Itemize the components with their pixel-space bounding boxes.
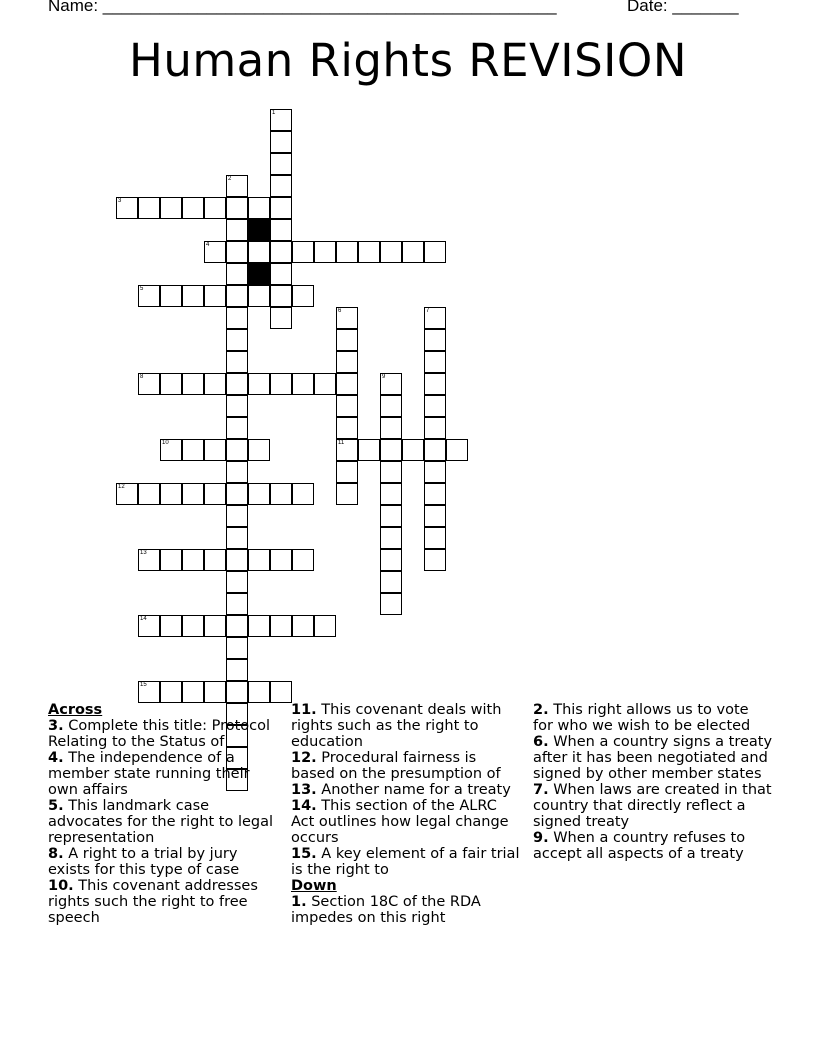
clue-across-4: 4. The independence of a member state running their own affairs <box>48 750 250 798</box>
grid-cell[interactable] <box>292 285 314 307</box>
grid-cell[interactable] <box>336 417 358 439</box>
grid-cell[interactable] <box>424 461 446 483</box>
grid-cell[interactable] <box>160 373 182 395</box>
clues-column-3 <box>533 702 773 862</box>
grid-cell[interactable] <box>248 373 270 395</box>
grid-cell[interactable] <box>380 395 402 417</box>
grid-cell[interactable] <box>336 483 358 505</box>
clue-number-label: 10 <box>162 440 169 446</box>
grid-cell[interactable] <box>270 681 292 703</box>
grid-cell[interactable] <box>336 373 358 395</box>
clue-across-8: 8. A right to a trial by jury exists for this type of case <box>48 846 240 878</box>
clue-number-label: 13 <box>140 550 147 556</box>
grid-cell[interactable] <box>270 153 292 175</box>
grid-cell[interactable] <box>182 483 204 505</box>
grid-cell[interactable] <box>336 461 358 483</box>
grid-cell[interactable] <box>336 329 358 351</box>
grid-cell[interactable] <box>226 681 248 703</box>
grid-cell[interactable] <box>380 439 402 461</box>
grid-cell[interactable] <box>226 417 248 439</box>
grid-cell[interactable] <box>380 483 402 505</box>
grid-cell[interactable] <box>160 439 182 461</box>
puzzle-title: Human Rights REVISION <box>128 34 687 87</box>
grid-cell[interactable] <box>182 549 204 571</box>
grid-cell[interactable] <box>380 549 402 571</box>
clue-number-label: 15 <box>140 682 147 688</box>
grid-black-cell <box>248 219 270 241</box>
grid-cell[interactable] <box>424 241 446 263</box>
grid-cell[interactable] <box>424 307 446 329</box>
date-field[interactable]: Date: _______ <box>627 0 739 15</box>
grid-cell[interactable] <box>402 439 424 461</box>
grid-cell[interactable] <box>270 219 292 241</box>
grid-cell[interactable] <box>248 615 270 637</box>
grid-cell[interactable] <box>204 197 226 219</box>
grid-cell[interactable] <box>248 549 270 571</box>
clue-number-label: 3 <box>118 198 122 204</box>
grid-cell[interactable] <box>336 395 358 417</box>
clues-column-2 <box>291 702 523 926</box>
grid-cell[interactable] <box>226 637 248 659</box>
grid-cell[interactable] <box>248 681 270 703</box>
clue-down-2: 2. This right allows us to vote for who we wish to be elected <box>533 702 751 734</box>
grid-cell[interactable] <box>138 285 160 307</box>
grid-cell[interactable] <box>226 505 248 527</box>
grid-cell[interactable] <box>226 615 248 637</box>
grid-cell[interactable] <box>248 285 270 307</box>
clue-down-6: 6. When a country signs a treaty after it has been negotiated and signed by other member states <box>533 734 773 782</box>
grid-cell[interactable] <box>160 197 182 219</box>
grid-cell[interactable] <box>226 571 248 593</box>
grid-cell[interactable] <box>424 351 446 373</box>
clue-across-12: 12. Procedural fairness is based on the presumption of <box>291 750 501 782</box>
grid-cell[interactable] <box>424 395 446 417</box>
grid-cell[interactable] <box>270 285 292 307</box>
grid-cell[interactable] <box>380 593 402 615</box>
grid-cell[interactable] <box>226 439 248 461</box>
grid-cell[interactable] <box>358 439 380 461</box>
clue-number-label: 14 <box>140 616 147 622</box>
clue-number-label: 1 <box>272 110 276 116</box>
grid-cell[interactable] <box>446 439 468 461</box>
grid-cell[interactable] <box>182 681 204 703</box>
grid-cell[interactable] <box>204 549 226 571</box>
grid-cell[interactable] <box>424 417 446 439</box>
grid-cell[interactable] <box>270 615 292 637</box>
grid-cell[interactable] <box>226 527 248 549</box>
grid-cell[interactable] <box>248 197 270 219</box>
clue-across-11: 11. This covenant deals with rights such as the right to education <box>291 702 502 750</box>
grid-cell[interactable] <box>182 615 204 637</box>
grid-cell[interactable] <box>380 417 402 439</box>
grid-cell[interactable] <box>424 329 446 351</box>
grid-cell[interactable] <box>270 109 292 131</box>
grid-cell[interactable] <box>336 307 358 329</box>
grid-cell[interactable] <box>380 241 402 263</box>
grid-cell[interactable] <box>160 681 182 703</box>
grid-cell[interactable] <box>248 439 270 461</box>
grid-cell[interactable] <box>138 615 160 637</box>
clue-down-9: 9. When a country refuses to accept all aspects of a treaty <box>533 830 746 862</box>
clue-across-13: 13. Another name for a treaty <box>291 782 511 798</box>
clue-across-10: 10. This covenant addresses rights such the right to free speech <box>48 878 258 926</box>
grid-cell[interactable] <box>270 197 292 219</box>
clue-number-label: 9 <box>382 374 386 380</box>
grid-cell[interactable] <box>292 483 314 505</box>
grid-cell[interactable] <box>292 615 314 637</box>
down-heading: Down <box>291 878 337 894</box>
grid-cell[interactable] <box>182 439 204 461</box>
grid-cell[interactable] <box>270 373 292 395</box>
grid-cell[interactable] <box>226 285 248 307</box>
grid-cell[interactable] <box>336 439 358 461</box>
grid-cell[interactable] <box>380 461 402 483</box>
grid-cell[interactable] <box>160 483 182 505</box>
grid-cell[interactable] <box>204 439 226 461</box>
grid-cell[interactable] <box>160 285 182 307</box>
clue-number-label: 6 <box>338 308 342 314</box>
grid-cell[interactable] <box>314 615 336 637</box>
grid-cell[interactable] <box>248 241 270 263</box>
grid-cell[interactable] <box>138 549 160 571</box>
clue-number-label: 12 <box>118 484 125 490</box>
grid-cell[interactable] <box>204 241 226 263</box>
grid-cell[interactable] <box>270 307 292 329</box>
grid-cell[interactable] <box>182 285 204 307</box>
grid-cell[interactable] <box>138 373 160 395</box>
grid-cell[interactable] <box>226 175 248 197</box>
grid-cell[interactable] <box>226 373 248 395</box>
grid-cell[interactable] <box>204 373 226 395</box>
clue-across-3: 3. Complete this title: Protocol Relating to the Status of <box>48 718 271 750</box>
grid-cell[interactable] <box>204 483 226 505</box>
grid-cell[interactable] <box>270 483 292 505</box>
grid-cell[interactable] <box>380 527 402 549</box>
clue-across-5: 5. This landmark case advocates for the right to legal representation <box>48 798 274 846</box>
grid-cell[interactable] <box>270 549 292 571</box>
grid-cell[interactable] <box>358 241 380 263</box>
grid-cell[interactable] <box>182 197 204 219</box>
grid-cell[interactable] <box>160 615 182 637</box>
clue-number-label: 2 <box>228 176 232 182</box>
grid-cell[interactable] <box>226 483 248 505</box>
grid-cell[interactable] <box>424 373 446 395</box>
grid-cell[interactable] <box>292 241 314 263</box>
grid-cell[interactable] <box>226 351 248 373</box>
grid-cell[interactable] <box>204 615 226 637</box>
grid-cell[interactable] <box>138 681 160 703</box>
clue-down-1: 1. Section 18C of the RDA impedes on this right <box>291 894 481 926</box>
grid-cell[interactable] <box>270 175 292 197</box>
grid-black-cell <box>248 263 270 285</box>
grid-cell[interactable] <box>160 549 182 571</box>
clue-number-label: 5 <box>140 286 144 292</box>
grid-cell[interactable] <box>248 483 270 505</box>
clue-across-14: 14. This section of the ALRC Act outlines how legal change occurs <box>291 798 509 846</box>
clue-across-15: 15. A key element of a fair trial is the right to <box>291 846 520 878</box>
grid-cell[interactable] <box>402 241 424 263</box>
grid-cell[interactable] <box>226 197 248 219</box>
grid-cell[interactable] <box>380 373 402 395</box>
grid-cell[interactable] <box>226 219 248 241</box>
grid-cell[interactable] <box>204 681 226 703</box>
grid-cell[interactable] <box>226 395 248 417</box>
clue-down-7: 7. When laws are created in that country that directly reflect a signed treaty <box>533 782 772 830</box>
grid-cell[interactable] <box>270 263 292 285</box>
grid-cell[interactable] <box>424 549 446 571</box>
grid-cell[interactable] <box>226 659 248 681</box>
grid-cell[interactable] <box>380 505 402 527</box>
grid-cell[interactable] <box>424 527 446 549</box>
grid-cell[interactable] <box>116 483 138 505</box>
grid-cell[interactable] <box>292 373 314 395</box>
clue-number-label: 8 <box>140 374 144 380</box>
grid-cell[interactable] <box>226 263 248 285</box>
name-field[interactable]: Name: ________________________________________________ <box>48 0 557 15</box>
grid-cell[interactable] <box>424 483 446 505</box>
grid-cell[interactable] <box>380 571 402 593</box>
grid-cell[interactable] <box>226 549 248 571</box>
grid-cell[interactable] <box>336 241 358 263</box>
grid-cell[interactable] <box>226 241 248 263</box>
grid-cell[interactable] <box>226 307 248 329</box>
across-heading: Across <box>48 702 103 718</box>
grid-cell[interactable] <box>424 439 446 461</box>
grid-cell[interactable] <box>182 373 204 395</box>
grid-cell[interactable] <box>226 329 248 351</box>
grid-cell[interactable] <box>314 373 336 395</box>
clue-number-label: 11 <box>338 440 345 446</box>
grid-cell[interactable] <box>226 593 248 615</box>
clue-number-label: 7 <box>426 308 430 314</box>
grid-cell[interactable] <box>204 285 226 307</box>
grid-cell[interactable] <box>270 131 292 153</box>
clues-column-1 <box>48 702 284 926</box>
grid-cell[interactable] <box>138 197 160 219</box>
grid-cell[interactable] <box>116 197 138 219</box>
grid-cell[interactable] <box>138 483 160 505</box>
clue-number-label: 4 <box>206 242 210 248</box>
grid-cell[interactable] <box>270 241 292 263</box>
grid-cell[interactable] <box>292 549 314 571</box>
grid-cell[interactable] <box>226 461 248 483</box>
grid-cell[interactable] <box>314 241 336 263</box>
grid-cell[interactable] <box>424 505 446 527</box>
grid-cell[interactable] <box>336 351 358 373</box>
